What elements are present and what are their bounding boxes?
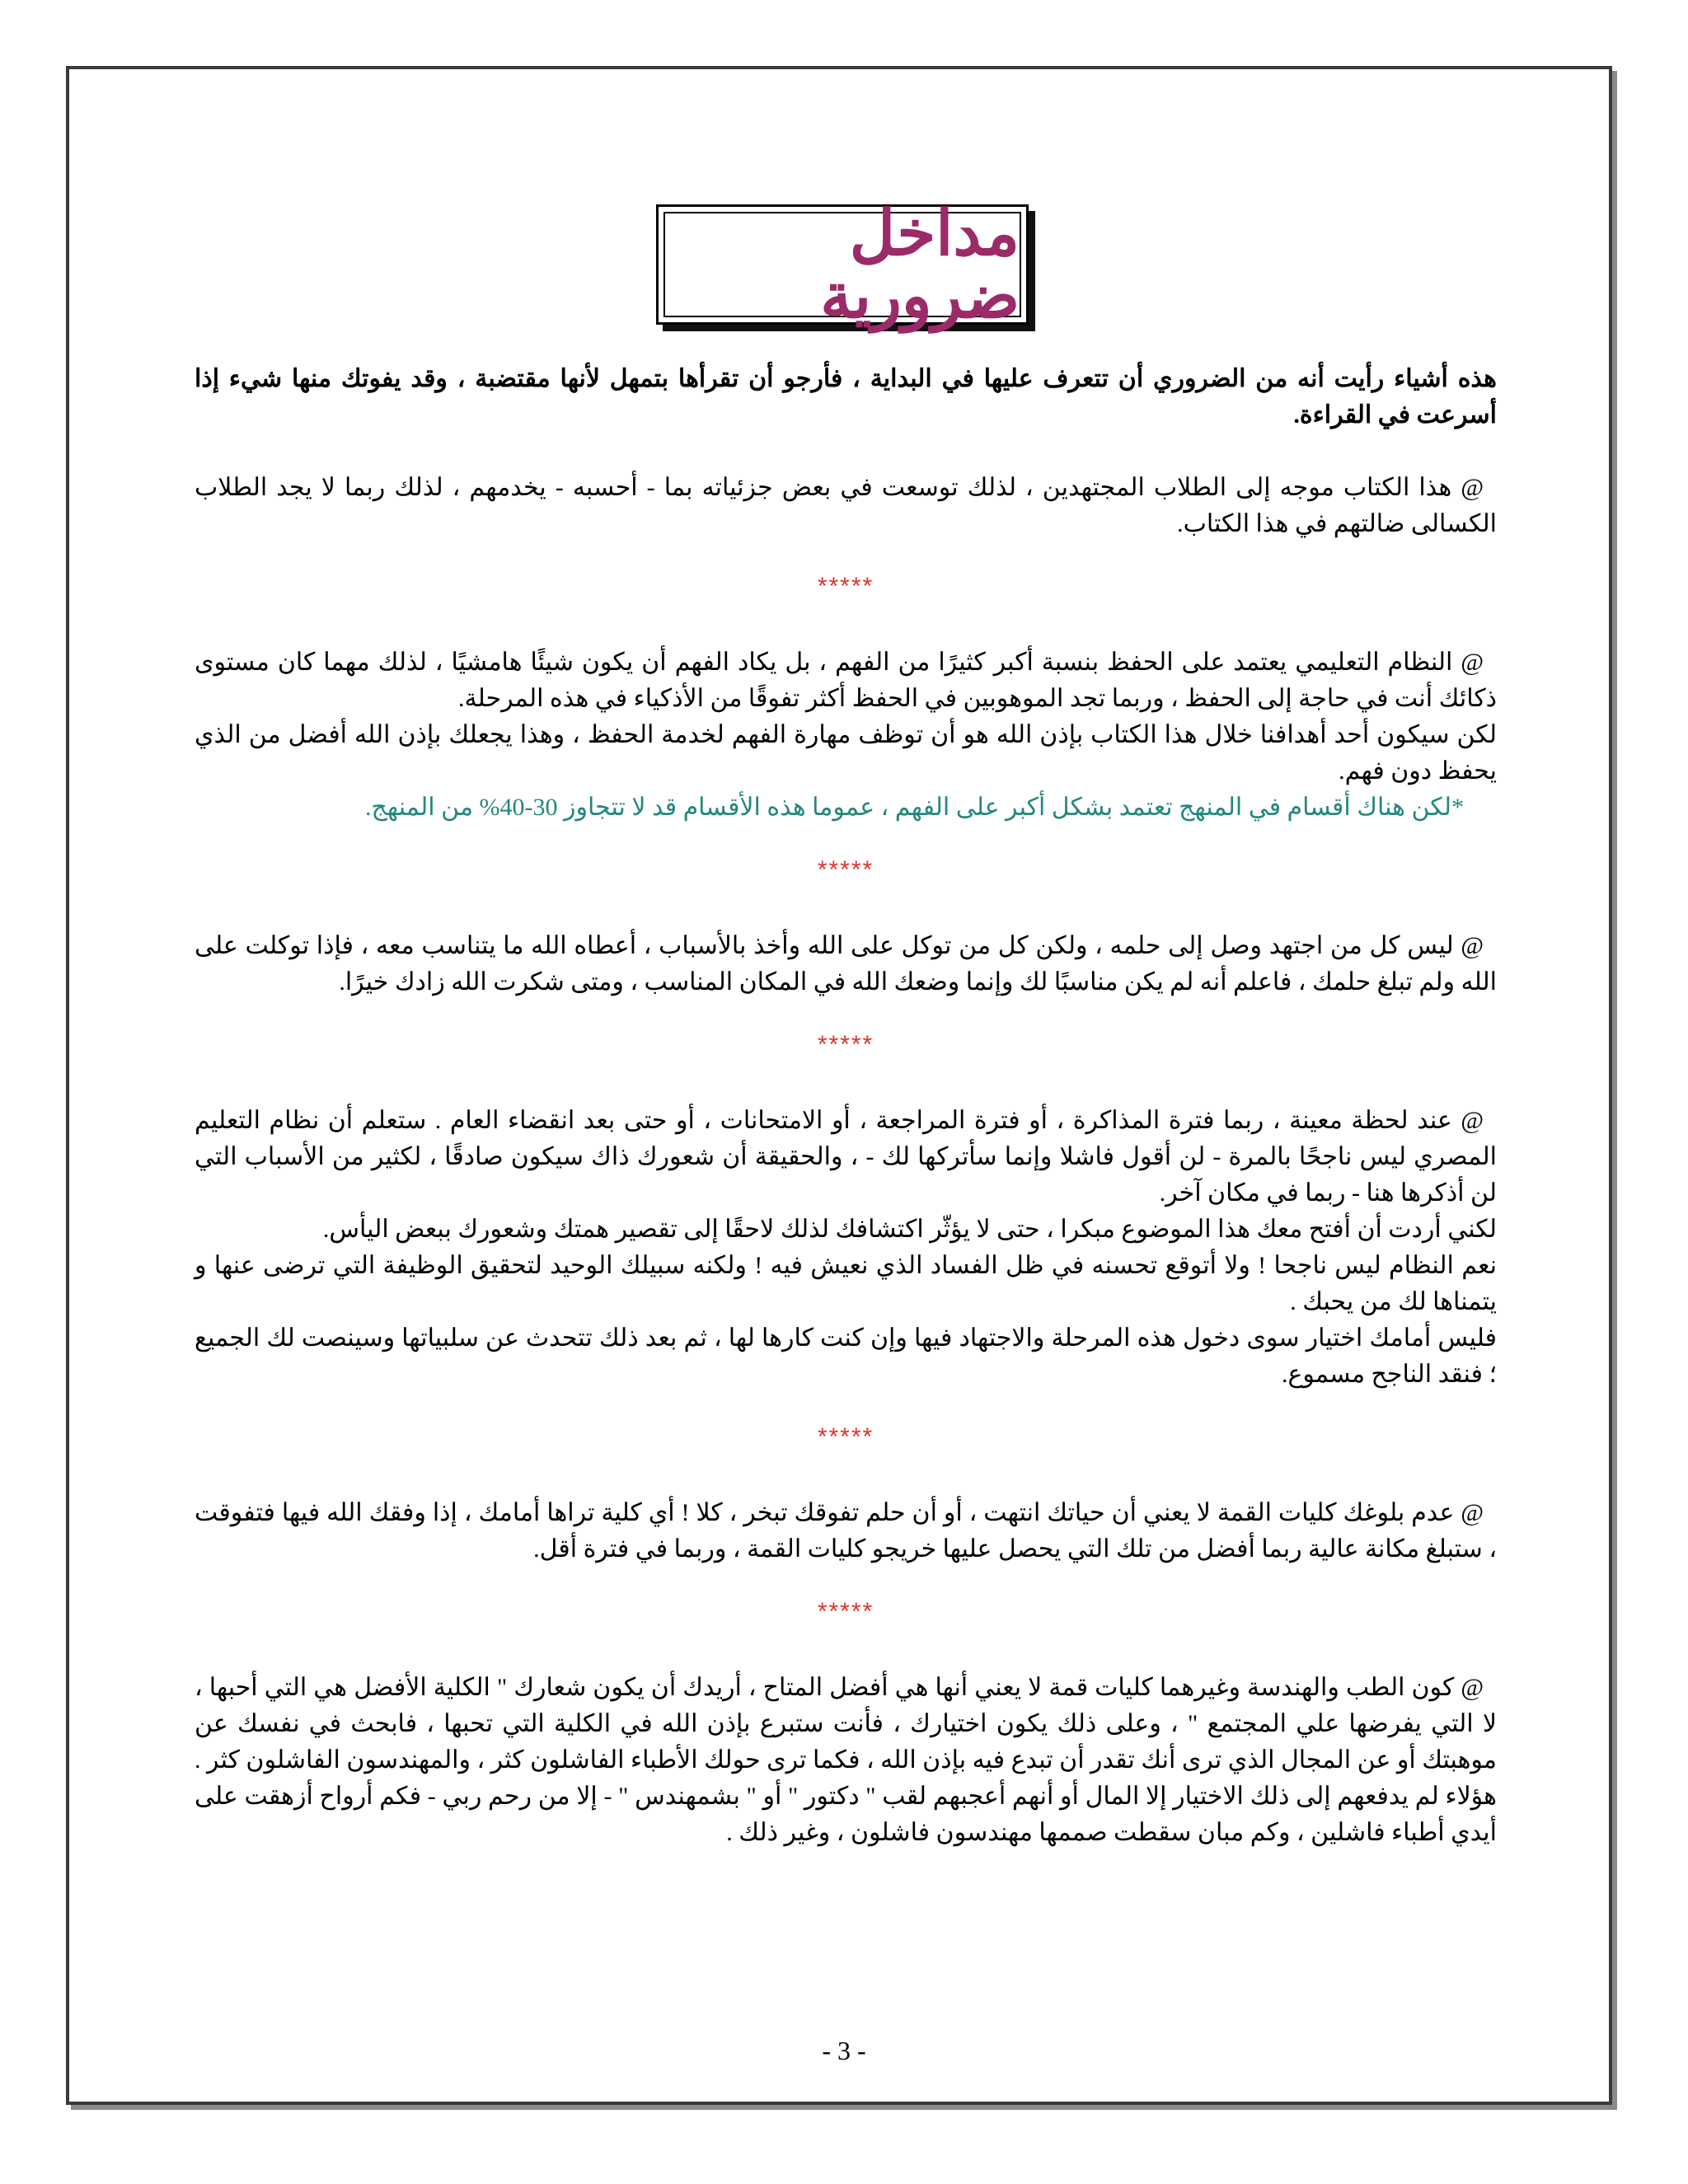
separator: *****	[817, 573, 874, 600]
section-2-paragraph-1: @ النظام التعليمي يعتمد على الحفظ بنسبة أكبر كثيرًا من الفهم ، بل يكاد الفهم أن يكون شيئًا هامشيًا ، لذلك مهما كان مستوى ذكائك أنت في حاجة إلى الحفظ ، وربما تجد الموهوبين في الحفظ أكثر تفوقًا من الأذكياء في هذه المرحلة.	[195, 649, 1497, 712]
section-4-paragraph-3: نعم النظام ليس ناجحا ! ولا أتوقع تحسنه في ظل الفساد الذي نعيش فيه ! ولكنه سبيلك الوحيد لتحقيق الوظيفة التي ترضى عنها و يتمناها لك من يحبك .	[195, 1252, 1497, 1315]
title-inner-frame	[663, 196, 1021, 332]
section-2-note: *لكن هناك أقسام في المنهج تعتمد بشكل أكبر على الفهم ، عموما هذه الأقسام قد لا تتجاوز 30-40% من المنهج.	[365, 794, 1464, 821]
section-4-paragraph-4: فليس أمامك اختيار سوى دخول هذه المرحلة والاجتهاد فيها وإن كنت كارها لها ، ثم بعد ذلك تتحدث عن سلبياتها وسينصت لك الجميع ؛ فنقد الناجح مسموع.	[195, 1324, 1497, 1388]
title-frame	[656, 196, 1029, 332]
page-number: - 3 -	[822, 2036, 866, 2065]
separator: *****	[817, 1423, 874, 1451]
section-5-paragraph-1: @ عدم بلوغك كليات القمة لا يعني أن حياتك انتهت ، أو أن حلم تفوقك تبخر ، كلا ! أي كلية تراها أمامك ، إذا وفقك الله فيها فتفوقت ، ستبلغ مكانة عالية ربما أفضل من تلك التي يحصل عليها خريجو كليات القمة ، وربما في فترة أقل.	[195, 1499, 1497, 1563]
section-4-paragraph-1: @ عند لحظة معينة ، ربما فترة المذاكرة ، أو فترة المراجعة ، أو الامتحانات ، أو حتى بعد انقضاء العام . ستعلم أن نظام التعليم المصري ليس ناجحًا بالمرة - لن أقول فاشلا وإنما سأتركها لك - ، والحقيقة أن شعورك ذاك سيكون صادقًا ، لكثير من الأسباب التي لن أذكرها هنا - ربما في مكان آخر.	[195, 1107, 1497, 1207]
intro-paragraph: هذه أشياء رأيت أنه من الضروري أن تتعرف عليها في البداية ، فأرجو أن تقرأها بتمهل لأنها مقتضبة ، وقد يفوتك منها شيء إذا أسرعت في القراءة.	[195, 365, 1497, 429]
separator: *****	[817, 1598, 874, 1625]
section-3-paragraph-1: @ ليس كل من اجتهد وصل إلى حلمه ، ولكن كل من توكل على الله وأخذ بالأسباب ، أعطاه الله ما يتناسب معه ، فإذا توكلت على الله ولم تبلغ حلمك ، فاعلم أنه لم يكن مناسبًا لك وإنما وضعك الله في المكان المناسب ، ومتى شكرت الله زادك خيرًا.	[195, 932, 1497, 996]
document-body	[195, 361, 1497, 1851]
separator: *****	[817, 1031, 874, 1058]
section-1-paragraph-1: @ هذا الكتاب موجه إلى الطلاب المجتهدين ، لذلك توسعت في بعض جزئياته بما - أحسبه - يخدمهم ، لذلك ربما لا يجد الطلاب الكسالى ضالتهم في هذا الكتاب.	[195, 474, 1497, 537]
page-title: مداخل ضرورية	[820, 196, 1020, 332]
section-4-paragraph-2: لكني أردت أن أفتح معك هذا الموضوع مبكرا ، حتى لا يؤثّر اكتشافك لذلك لاحقًا إلى تقصير همتك وشعورك ببعض اليأس.	[322, 1216, 1497, 1243]
section-6-paragraph-1: @ كون الطب والهندسة وغيرهما كليات قمة لا يعني أنها هي أفضل المتاح ، أريدك أن يكون شعارك " الكلية الأفضل هي التي أحبها ، لا التي يفرضها علي المجتمع " ، وعلى ذلك يكون اختيارك ، فأنت ستبرع بإذن الله في الكلية التي تحبها ، فابحث في نفسك عن موهبتك أو عن المجال الذي ترى أنك تقدر أن تبدع فيه بإذن الله ، فكما ترى حولك الأطباء الفاشلون كثر ، والمهندسون الفاشلون كثر . هؤلاء لم يدفعهم إلى ذلك الاختيار إلا المال أو أنهم أعجبهم لقب " دكتور " أو " بشمهندس " - إلا من رحم ربي - فكم أرواح أزهقت على أيدي أطباء فاشلين ، وكم مبان سقطت صممها مهندسون فاشلون ، وغير ذلك .	[195, 1674, 1497, 1846]
section-2-paragraph-2: لكن سيكون أحد أهدافنا خلال هذا الكتاب بإذن الله هو أن توظف مهارة الفهم لخدمة الحفظ ، وهذا يجعلك بإذن الله أفضل من الذي يحفظ دون فهم.	[195, 721, 1497, 785]
separator: *****	[817, 856, 874, 883]
